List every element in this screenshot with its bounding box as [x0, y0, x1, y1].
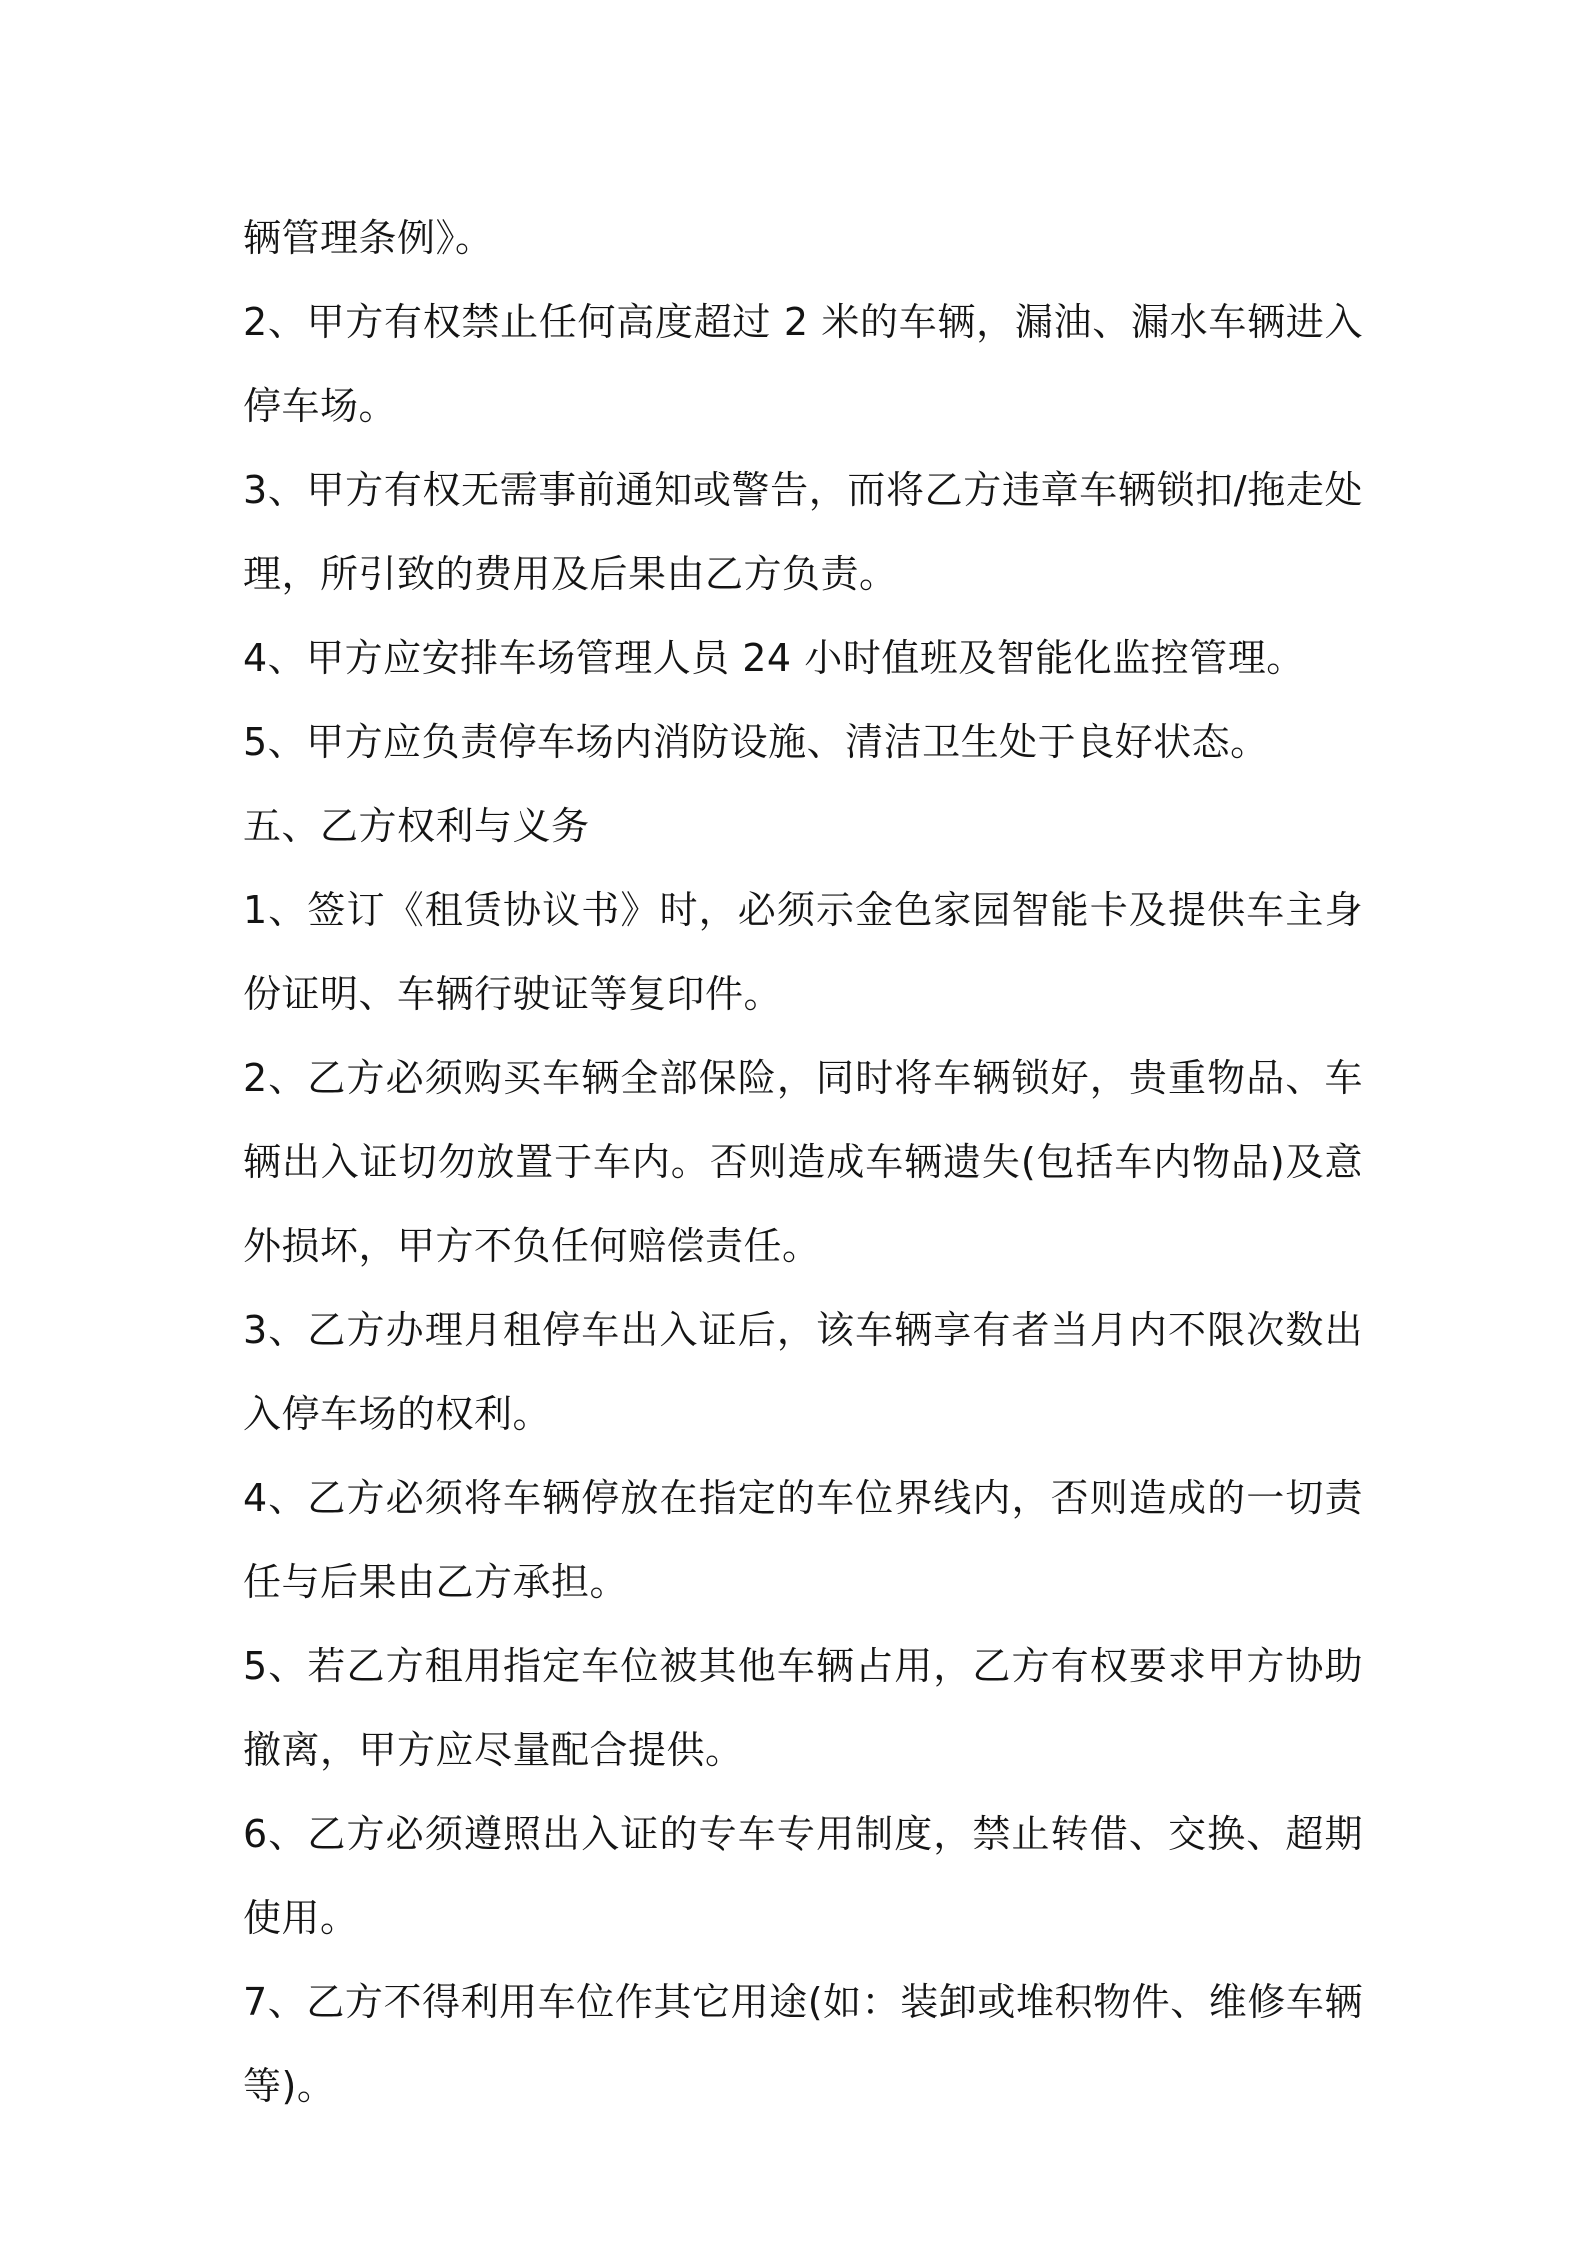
paragraph-party-b-clause-2: 2、乙方必须购买车辆全部保险，同时将车辆锁好，贵重物品、车辆出入证切勿放置于车内。否则造成车辆遗失(包括车内物品)及意外损坏，甲方不负任何赔偿责任。 — [243, 1056, 1363, 1268]
document-body — [243, 196, 1363, 2128]
paragraph-party-a-clause-3: 3、甲方有权无需事前通知或警告，而将乙方违章车辆锁扣/拖走处理，所引致的费用及后果由乙方负责。 — [243, 468, 1363, 596]
paragraph-regulation-end: 辆管理条例》。 — [243, 216, 494, 260]
paragraph-party-b-clause-4: 4、乙方必须将车辆停放在指定的车位界线内，否则造成的一切责任与后果由乙方承担。 — [243, 1476, 1363, 1604]
paragraph-party-b-clause-5: 5、若乙方租用指定车位被其他车辆占用，乙方有权要求甲方协助撤离，甲方应尽量配合提供。 — [243, 1644, 1363, 1772]
section-heading-party-b: 五、乙方权利与义务 — [243, 804, 590, 848]
paragraph-party-a-clause-2: 2、甲方有权禁止任何高度超过 2 米的车辆，漏油、漏水车辆进入停车场。 — [243, 300, 1363, 428]
paragraph-party-b-clause-6: 6、乙方必须遵照出入证的专车专用制度，禁止转借、交换、超期使用。 — [243, 1812, 1363, 1940]
paragraph-party-b-clause-3: 3、乙方办理月租停车出入证后，该车辆享有者当月内不限次数出入停车场的权利。 — [243, 1308, 1363, 1436]
paragraph-party-a-clause-5: 5、甲方应负责停车场内消防设施、清洁卫生处于良好状态。 — [243, 720, 1269, 764]
paragraph-party-b-clause-7: 7、乙方不得利用车位作其它用途(如：装卸或堆积物件、维修车辆等)。 — [243, 1980, 1363, 2108]
paragraph-party-b-clause-1: 1、签订《租赁协议书》时，必须示金色家园智能卡及提供车主身份证明、车辆行驶证等复印件。 — [243, 888, 1363, 1016]
paragraph-party-a-clause-4: 4、甲方应安排车场管理人员 24 小时值班及智能化监控管理。 — [243, 636, 1305, 680]
